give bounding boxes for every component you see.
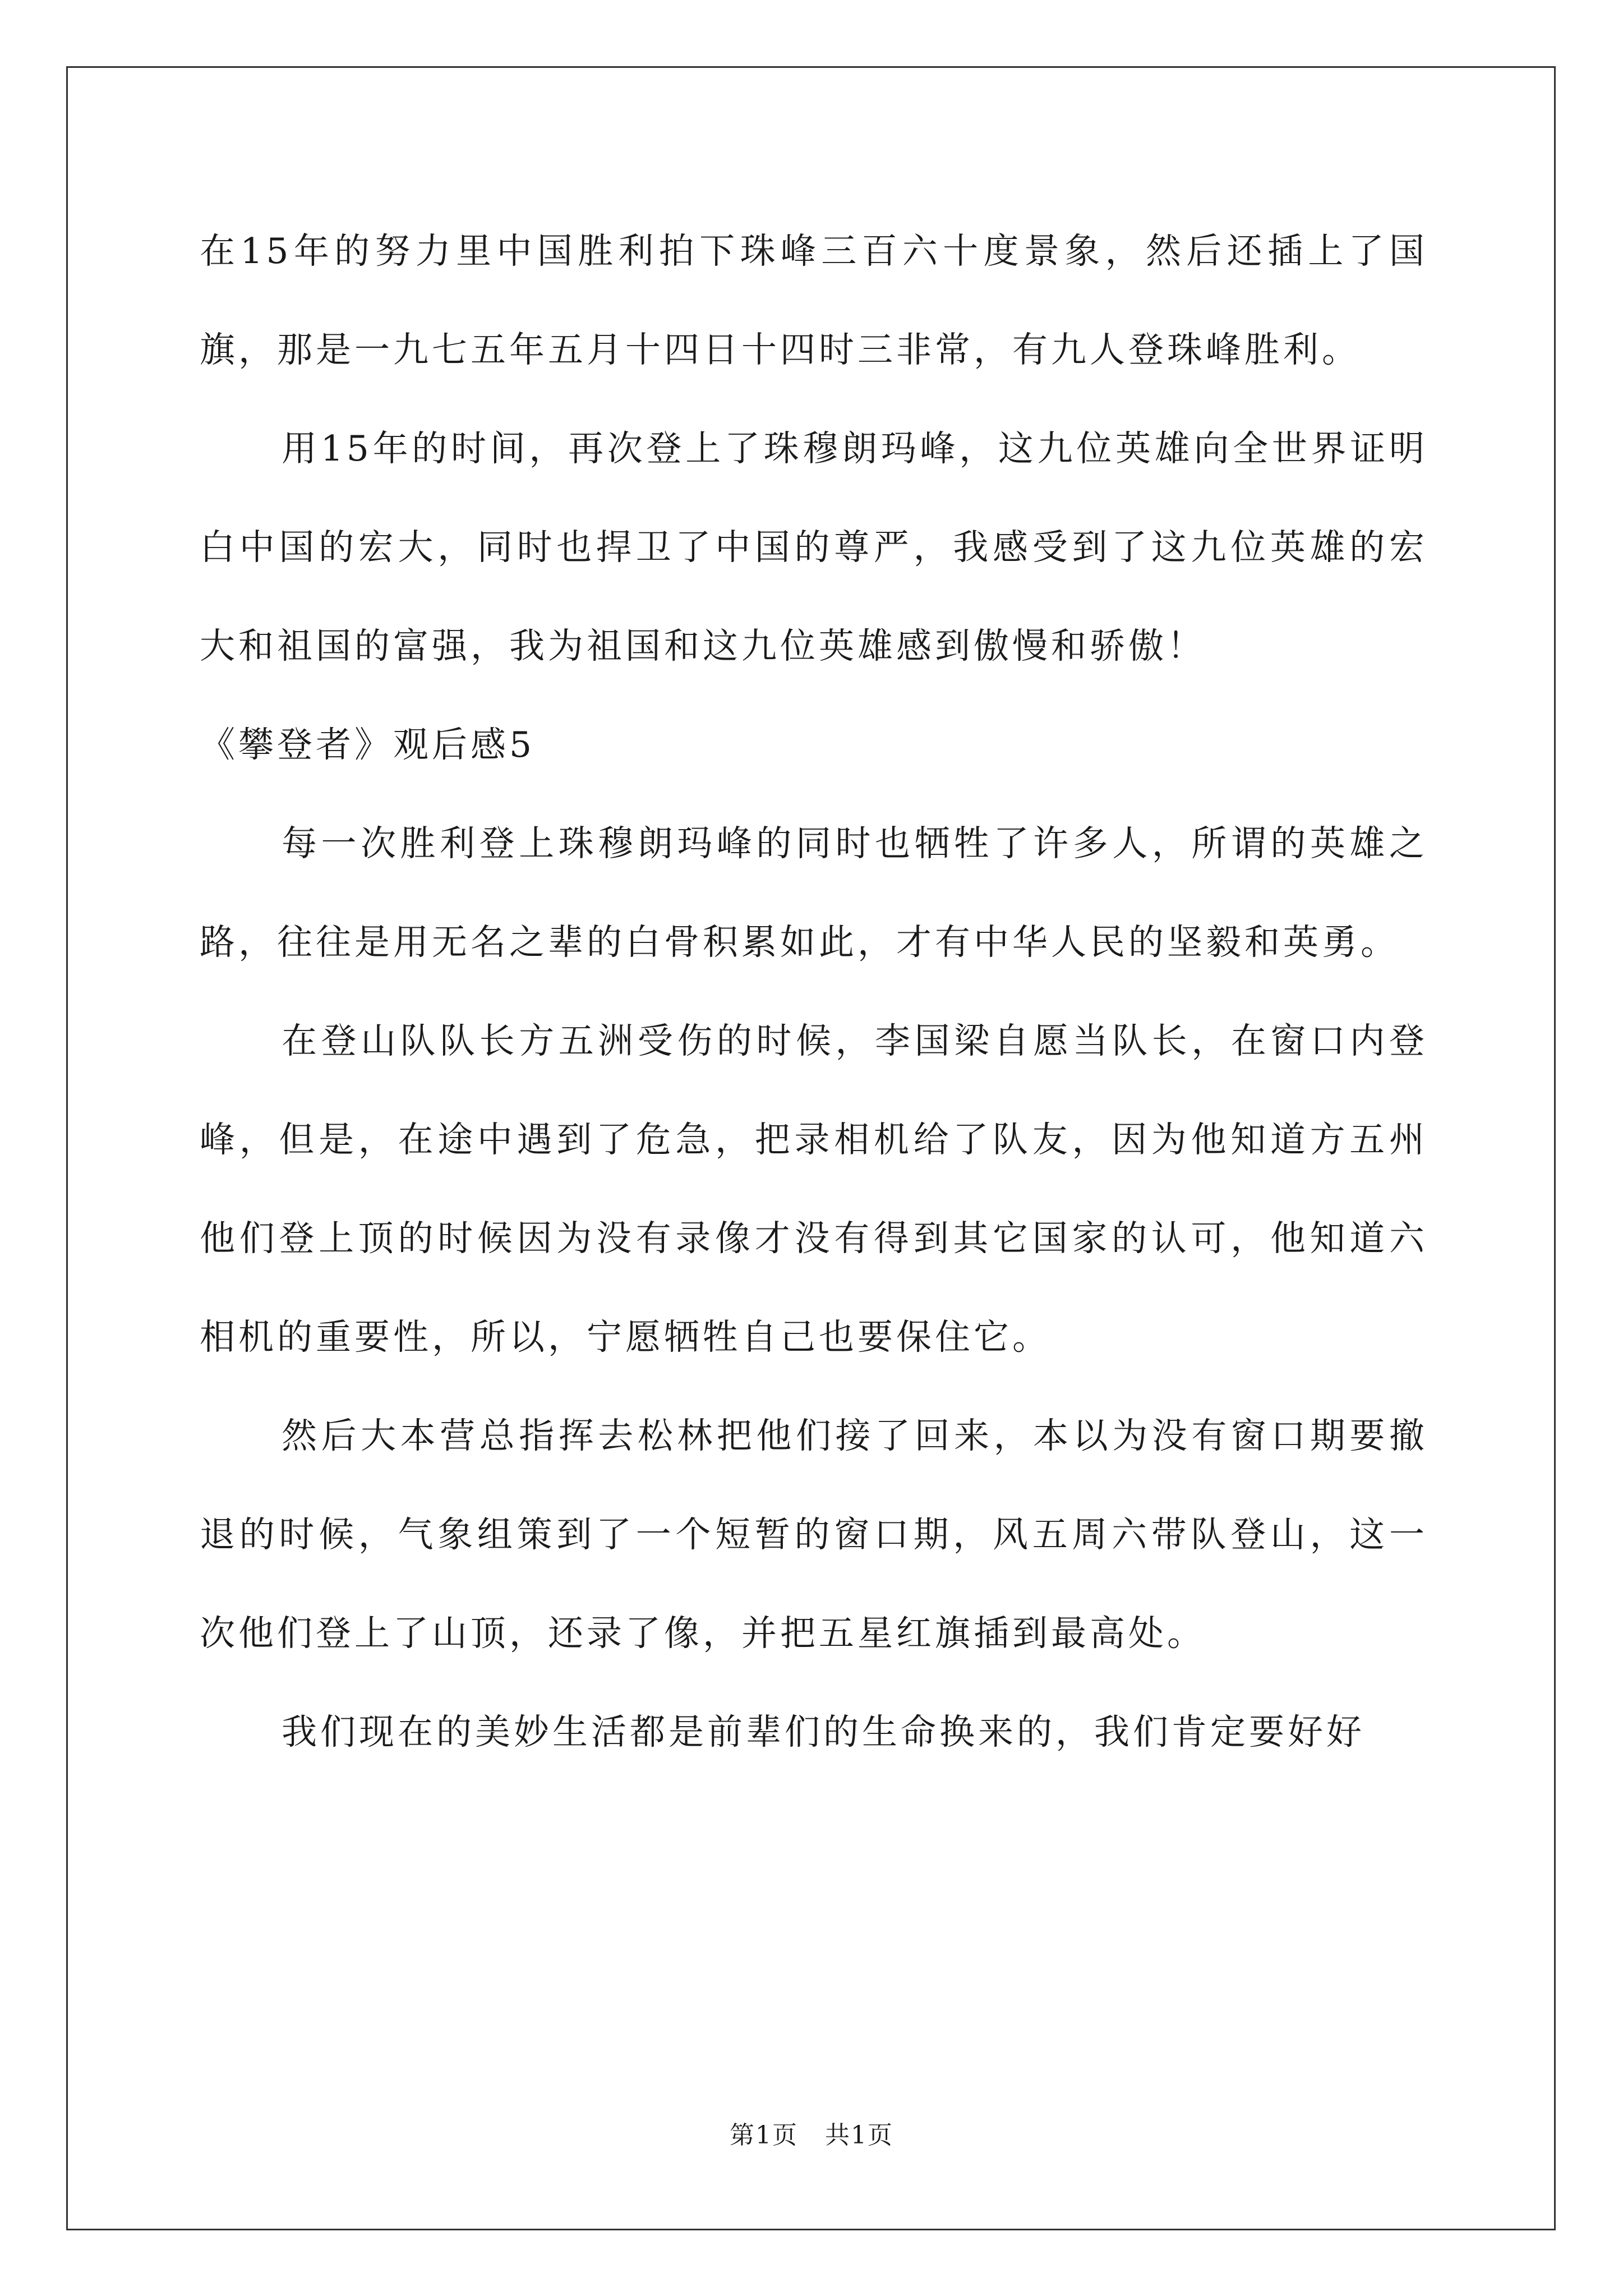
paragraph: 在15年的努力里中国胜利拍下珠峰三百六十度景象，然后还插上了国旗，那是一九七五年五月十四日十四时三非常，有九人登珠峰胜利。 [200, 231, 1428, 370]
paragraph: 在登山队队长方五洲受伤的时候，李国梁自愿当队长，在窗口内登峰，但是，在途中遇到了危急，把录相机给了队友，因为他知道方五州他们登上顶的时候因为没有录像才没有得到其它国家的认可，他知道六相机的重要性，所以，宁愿牺牲自己也要保住它。 [200, 1020, 1428, 1358]
paragraph: 用15年的时间，再次登上了珠穆朗玛峰，这九位英雄向全世界证明白中国的宏大，同时也捍卫了中国的尊严，我感受到了这九位英雄的宏大和祖国的富强，我为祖国和这九位英雄感到傲慢和骄傲！ [200, 428, 1428, 666]
section-title: 《攀登者》观后感5 [200, 724, 536, 765]
page-footer [0, 2115, 1623, 2151]
paragraph: 然后大本营总指挥去松林把他们接了回来，本以为没有窗口期要撤退的时候，气象组策到了一个短暂的窗口期，风五周六带队登山，这一次他们登上了山顶，还录了像，并把五星红旗插到最高处。 [200, 1415, 1428, 1654]
paragraph: 我们现在的美妙生活都是前辈们的生命换来的，我们肯定要好好 [282, 1711, 1365, 1752]
document-body [200, 202, 1428, 1782]
paragraph: 每一次胜利登上珠穆朗玛峰的同时也牺牲了许多人，所谓的英雄之路，往往是用无名之辈的白骨积累如此，才有中华人民的坚毅和英勇。 [200, 823, 1428, 963]
page-total: 共1页 [825, 2121, 893, 2150]
page-number: 第1页 [730, 2121, 798, 2150]
